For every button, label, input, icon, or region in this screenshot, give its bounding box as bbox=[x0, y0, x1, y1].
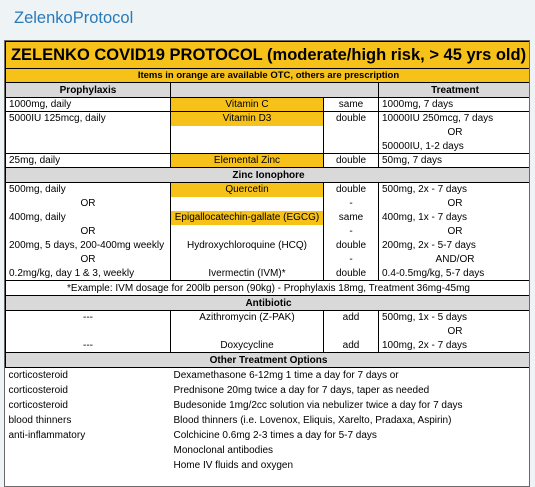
treatment-cell: OR bbox=[379, 126, 531, 140]
treatment-cell: AND/OR bbox=[379, 253, 531, 267]
prophylaxis-cell: 1000mg, daily bbox=[6, 98, 171, 112]
medication-cell bbox=[171, 140, 324, 154]
treatment-category-cell: corticosteroid bbox=[8, 369, 68, 381]
table-row bbox=[6, 253, 531, 267]
medication-cell: Epigallocatechin-gallate (EGCG) bbox=[171, 211, 324, 225]
treatment-cell: OR bbox=[379, 225, 531, 239]
medication-cell: Doxycycline bbox=[171, 339, 324, 353]
multiplier-cell bbox=[324, 140, 379, 154]
treatment-cell: 100mg, 2x - 7 days bbox=[379, 339, 531, 353]
prophylaxis-cell: 200mg, 5 days, 200-400mg weekly bbox=[6, 239, 171, 253]
otc-note: Items in orange are available OTC, others are prescription bbox=[6, 69, 531, 83]
multiplier-cell: double bbox=[324, 112, 379, 126]
table-row bbox=[6, 428, 531, 443]
multiplier-cell: same bbox=[324, 211, 379, 225]
treatment-option-cell: Dexamethasone 6-12mg 1 time a day for 7 days or bbox=[173, 369, 399, 381]
treatment-cell: 200mg, 2x - 5-7 days bbox=[379, 239, 531, 253]
table-row bbox=[6, 154, 531, 168]
table-row bbox=[6, 398, 531, 413]
table-row bbox=[6, 211, 531, 225]
treatment-option-cell: Budesonide 1mg/2cc solution via nebulizer twice a day for 7 days bbox=[173, 399, 463, 411]
table-row bbox=[6, 383, 531, 398]
treatment-category-cell bbox=[6, 443, 171, 458]
multiplier-cell: double bbox=[324, 154, 379, 168]
multiplier-cell bbox=[324, 325, 379, 339]
medication-cell: Ivermectin (IVM)* bbox=[171, 267, 324, 281]
treatment-cell: 50mg, 7 days bbox=[379, 154, 531, 168]
multiplier-cell: same bbox=[324, 98, 379, 112]
treatment-category-cell: blood thinners bbox=[8, 414, 72, 426]
section-zinc-ionophore-label: Zinc Ionophore bbox=[6, 168, 531, 183]
treatment-category-cell: corticosteroid bbox=[8, 384, 68, 396]
table-row bbox=[6, 413, 531, 428]
section-other-treatment-label: Other Treatment Options bbox=[6, 353, 531, 368]
treatment-cell: 1000mg, 7 days bbox=[379, 98, 531, 112]
protocol-title: ZELENKO COVID19 PROTOCOL (moderate/high risk, > 45 yrs old) bbox=[6, 42, 531, 69]
channel-link[interactable]: ZelenkoProtocol bbox=[14, 9, 134, 27]
medication-cell bbox=[171, 126, 324, 140]
table-row bbox=[6, 339, 531, 353]
col-blank bbox=[171, 83, 324, 98]
section-antibiotic bbox=[6, 296, 531, 311]
multiplier-cell: double bbox=[324, 183, 379, 197]
section-other-treatment bbox=[6, 353, 531, 368]
multiplier-cell bbox=[324, 126, 379, 140]
treatment-cell: OR bbox=[379, 197, 531, 211]
multiplier-cell: double bbox=[324, 239, 379, 253]
treatment-cell: 400mg, 1x - 7 days bbox=[379, 211, 531, 225]
treatment-cell: 50000IU, 1-2 days bbox=[379, 140, 531, 154]
table-row bbox=[6, 112, 531, 126]
treatment-option-cell: Colchicine 0.6mg 2-3 times a day for 5-7 days bbox=[173, 429, 377, 441]
prophylaxis-cell: --- bbox=[6, 339, 171, 353]
col-blank bbox=[324, 83, 379, 98]
table-row bbox=[6, 267, 531, 281]
prophylaxis-cell: 0.2mg/kg, day 1 & 3, weekly bbox=[6, 267, 171, 281]
treatment-category-cell bbox=[6, 458, 171, 473]
medication-cell bbox=[171, 197, 324, 211]
multiplier-cell: add bbox=[324, 311, 379, 325]
prophylaxis-cell bbox=[6, 325, 171, 339]
prophylaxis-cell: 500mg, daily bbox=[6, 183, 171, 197]
table-row bbox=[6, 368, 531, 383]
treatment-cell: OR bbox=[379, 325, 531, 339]
treatment-category-cell: corticosteroid bbox=[8, 399, 68, 411]
medication-cell bbox=[171, 325, 324, 339]
table-row bbox=[6, 458, 531, 473]
prophylaxis-cell: 5000IU 125mcg, daily bbox=[6, 112, 171, 126]
treatment-option-cell: Blood thinners (i.e. Lovenox, Eliquis, Xarelto, Pradaxa, Aspirin) bbox=[173, 414, 452, 426]
table-row bbox=[6, 311, 531, 325]
medication-cell bbox=[171, 253, 324, 267]
treatment-category-cell: anti-inflammatory bbox=[8, 429, 86, 441]
table-row bbox=[6, 126, 531, 140]
multiplier-cell: - bbox=[324, 253, 379, 267]
treatment-cell: 0.4-0.5mg/kg, 5-7 days bbox=[379, 267, 531, 281]
medication-cell: Azithromycin (Z-PAK) bbox=[171, 311, 324, 325]
prophylaxis-cell: OR bbox=[6, 225, 171, 239]
table-row bbox=[6, 325, 531, 339]
multiplier-cell: - bbox=[324, 225, 379, 239]
prophylaxis-cell: OR bbox=[6, 197, 171, 211]
medication-cell bbox=[171, 225, 324, 239]
prophylaxis-cell bbox=[6, 140, 171, 154]
ivm-example: *Example: IVM dosage for 200lb person (90kg) - Prophylaxis 18mg, Treatment 36mg-45mg bbox=[6, 281, 531, 296]
table-row bbox=[6, 140, 531, 154]
medication-cell: Hydroxychloroquine (HCQ) bbox=[171, 239, 324, 253]
protocol-table-image bbox=[4, 40, 530, 487]
treatment-option-cell: Prednisone 20mg twice a day for 7 days, taper as needed bbox=[173, 384, 430, 396]
medication-cell: Vitamin D3 bbox=[171, 112, 324, 126]
medication-cell: Quercetin bbox=[171, 183, 324, 197]
prophylaxis-cell: 400mg, daily bbox=[6, 211, 171, 225]
col-prophylaxis: Prophylaxis bbox=[6, 83, 171, 98]
treatment-cell: 500mg, 1x - 5 days bbox=[379, 311, 531, 325]
prophylaxis-cell: --- bbox=[6, 311, 171, 325]
col-treatment: Treatment bbox=[379, 83, 531, 98]
table-row bbox=[6, 443, 531, 458]
protocol-table bbox=[5, 41, 530, 473]
table-row bbox=[6, 98, 531, 112]
treatment-option-cell: Monoclonal antibodies bbox=[173, 444, 274, 456]
medication-cell: Elemental Zinc bbox=[171, 154, 324, 168]
table-row bbox=[6, 225, 531, 239]
treatment-option-cell: Home IV fluids and oxygen bbox=[173, 459, 294, 471]
section-antibiotic-label: Antibiotic bbox=[6, 296, 531, 311]
table-row bbox=[6, 197, 531, 211]
ivm-example-row bbox=[6, 281, 531, 296]
multiplier-cell: double bbox=[324, 267, 379, 281]
multiplier-cell: add bbox=[324, 339, 379, 353]
treatment-cell: 10000IU 250mcg, 7 days bbox=[379, 112, 531, 126]
section-zinc-ionophore bbox=[6, 168, 531, 183]
table-row bbox=[6, 239, 531, 253]
prophylaxis-cell: OR bbox=[6, 253, 171, 267]
treatment-cell: 500mg, 2x - 7 days bbox=[379, 183, 531, 197]
prophylaxis-cell bbox=[6, 126, 171, 140]
prophylaxis-cell: 25mg, daily bbox=[6, 154, 171, 168]
multiplier-cell: - bbox=[324, 197, 379, 211]
medication-cell: Vitamin C bbox=[171, 98, 324, 112]
table-row bbox=[6, 183, 531, 197]
